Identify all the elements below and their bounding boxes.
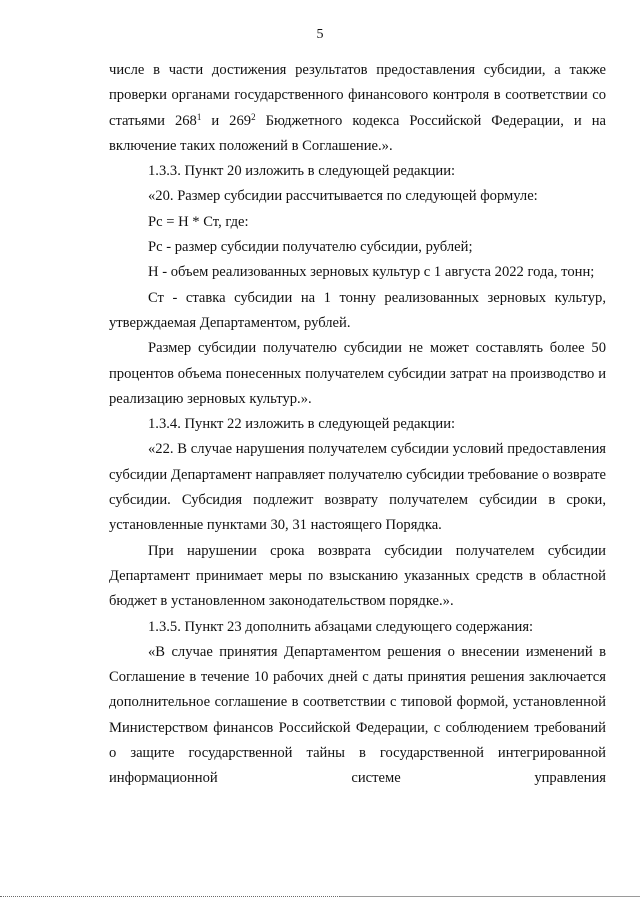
paragraph-clause-1-3-4: 1.3.4. Пункт 22 изложить в следующей редакции: bbox=[148, 416, 456, 433]
paragraph-text: Бюджетного кодекса Российской Федерации, и на включение таких положений в Соглашение.». bbox=[109, 112, 606, 154]
paragraph-clause-1-3-5: 1.3.5. Пункт 23 дополнить абзацами следующего содержания: bbox=[148, 618, 534, 635]
paragraph-formula-intro: «20. Размер субсидии рассчитывается по следующей формуле: bbox=[148, 188, 538, 205]
paragraph-subsidy-limit: Размер субсидии получателю субсидии не может составлять более 50 процентов объема понесенных получателем субсидии затрат на производство и реализацию зерновых культур.». bbox=[109, 340, 606, 407]
superscript: 2 bbox=[251, 111, 256, 122]
formula: Рс = Н * Ст, где: bbox=[148, 213, 249, 230]
paragraph-clause-23-addition: «В случае принятия Департаментом решения о внесении изменений в Соглашение в течение 10 рабочих дней с даты принятия решения заключается дополнительное соглашение в соответствии с типовой формой, установленной Министерством финансов Российской Федерации, с соблюдением требований о защите государственной тайны в государственной интегрированной информационной системе управления bbox=[109, 643, 606, 787]
paragraph-continuation bbox=[109, 58, 606, 159]
paragraph-st-definition: Ст - ставка субсидии на 1 тонну реализованных зерновых культур, утверждаемая Департаментом, рублей. bbox=[109, 289, 606, 331]
bottom-edge-line bbox=[0, 896, 340, 897]
paragraph-text: числе в части достижения результатов предоставления субсидии, а также проверки органами государственного финансового контроля в соответствии со статьями 268 bbox=[109, 62, 606, 129]
document-body bbox=[109, 58, 606, 792]
bottom-edge-line bbox=[340, 896, 640, 897]
paragraph-recovery: При нарушении срока возврата субсидии получателем субсидии Департамент принимает меры по взысканию указанных средств в областной бюджет в установленном законодательством порядке.». bbox=[109, 542, 606, 610]
paragraph-clause-22: «22. В случае нарушения получателем субсидии условий предоставления субсидии Департамент направляет получателю субсидии требование о возврате субсидии. Субсидия подлежит возврату получателем субсидии в сроки, установленные пунктами 30, 31 настоящего Порядка. bbox=[109, 441, 606, 534]
paragraph-n-definition: Н - объем реализованных зерновых культур с 1 августа 2022 года, тонн; bbox=[148, 264, 595, 281]
paragraph-clause-1-3-3: 1.3.3. Пункт 20 изложить в следующей редакции: bbox=[148, 163, 456, 180]
superscript: 1 bbox=[196, 111, 202, 122]
paragraph-rs-definition: Рс - размер субсидии получателю субсидии, рублей; bbox=[148, 239, 473, 256]
page-number: 5 bbox=[316, 27, 324, 42]
paragraph-text: и 269 bbox=[201, 112, 252, 129]
